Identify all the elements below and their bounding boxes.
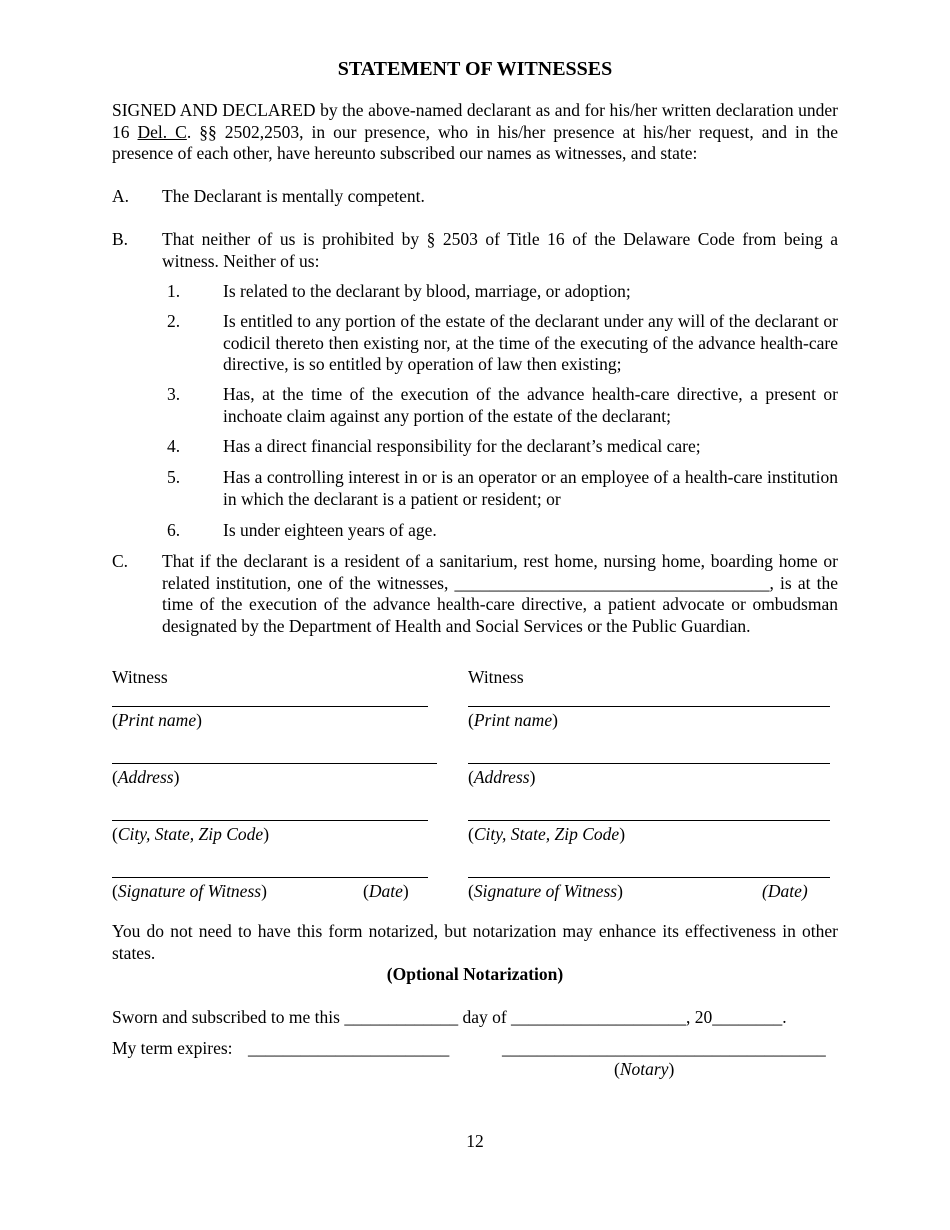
sub-item-3-number: 3.: [167, 384, 181, 404]
witness-2-print-name-line[interactable]: [468, 706, 830, 707]
witness-1-city-line[interactable]: [112, 820, 428, 821]
sub-item-1-text: Is related to the declarant by blood, marriage, or adoption;: [223, 281, 631, 301]
witness-1-print-name-line[interactable]: [112, 706, 428, 707]
witness-2-signature-label: (Signature of Witness): [468, 881, 623, 901]
witness-1-heading: Witness: [112, 667, 168, 687]
witness-2-address-line[interactable]: [468, 763, 830, 764]
intro-paragraph: [112, 100, 838, 165]
sworn-line: Sworn and subscribed to me this _____________ day of ____________________, 20________.: [112, 1007, 787, 1027]
sub-item-6-text: Is under eighteen years of age.: [223, 520, 437, 540]
intro-part-2: . §§ 2502,2503, in our presence, who in his/her presence at his/her request, and in the presence of each other, have hereunto subscribed our names as witnesses, and state:: [112, 121, 838, 163]
witness-2-signature-line[interactable]: [468, 877, 830, 878]
item-c-letter: C.: [112, 551, 129, 571]
witness-2-address-label: (Address): [468, 767, 536, 787]
witness-1-date-label: (Date): [363, 881, 409, 901]
witness-1-address-line[interactable]: [112, 763, 437, 764]
item-a-letter: A.: [112, 186, 130, 206]
term-label: My term expires:: [112, 1038, 233, 1058]
item-b-letter: B.: [112, 229, 129, 249]
witness-1-city-label: (City, State, Zip Code): [112, 824, 270, 844]
sub-item-4-number: 4.: [167, 436, 181, 456]
sub-item-4-text: Has a direct financial responsibility for the declarant’s medical care;: [223, 436, 701, 456]
sub-item-2-text: Is entitled to any portion of the estate of the declarant under any will of the declarant or codicil thereto then existing nor, at the time of the executing of the advance health-care directive, is so entitled by operation of law then existing;: [223, 311, 838, 374]
witness-2-city-label: (City, State, Zip Code): [468, 824, 626, 844]
notary-signature-blank[interactable]: _____________________________________: [502, 1038, 826, 1058]
notarization-heading: (Optional Notarization): [386, 964, 564, 984]
witness-2-print-name-label: (Print name): [468, 710, 558, 730]
witness-1-signature-label: (Signature of Witness): [112, 881, 267, 901]
sub-item-6-number: 6.: [167, 520, 181, 540]
witness-1-signature-line[interactable]: [112, 877, 428, 878]
sub-item-5-text: Has a controlling interest in or is an operator or an employee of a health-care institution in which the declarant is a patient or resident; or: [223, 467, 838, 509]
witness-1-print-name-label: (Print name): [112, 710, 202, 730]
term-blank[interactable]: _______________________: [248, 1038, 450, 1058]
sub-item-1-number: 1.: [167, 281, 181, 301]
code-reference: Del. C: [137, 121, 187, 142]
witness-1-address-label: (Address): [112, 767, 180, 787]
item-c-text: That if the declarant is a resident of a sanitarium, rest home, nursing home, boarding home or related institution, one of the witnesses, ____________________________________, is at the time of the execution of the advance health-care directive, a patient advocate or ombudsman designated by the Department of Health and Social Services or the Public Guardian.: [162, 551, 838, 636]
item-b-text: That neither of us is prohibited by § 2503 of Title 16 of the Delaware Code from being a witness. Neither of us:: [162, 229, 838, 271]
item-a-text: The Declarant is mentally competent.: [162, 186, 425, 206]
notary-label: (Notary): [614, 1059, 675, 1079]
sub-item-2-number: 2.: [167, 311, 181, 331]
sub-item-5-number: 5.: [167, 467, 181, 487]
witness-2-city-line[interactable]: [468, 820, 830, 821]
intro-part-1: SIGNED AND DECLARED by the above-named declarant as and for his/her written declaration under 16: [112, 100, 838, 142]
sub-item-3-text: Has, at the time of the execution of the advance health-care directive, a present or inchoate claim against any portion of the estate of the declarant;: [223, 384, 838, 426]
notarization-note: You do not need to have this form notarized, but notarization may enhance its effectiveness in other states.: [112, 921, 838, 963]
witness-2-date-label: (Date): [762, 881, 808, 901]
page-number: 12: [466, 1131, 484, 1151]
page-title: STATEMENT OF WITNESSES: [337, 58, 613, 80]
witness-2-heading: Witness: [468, 667, 524, 687]
